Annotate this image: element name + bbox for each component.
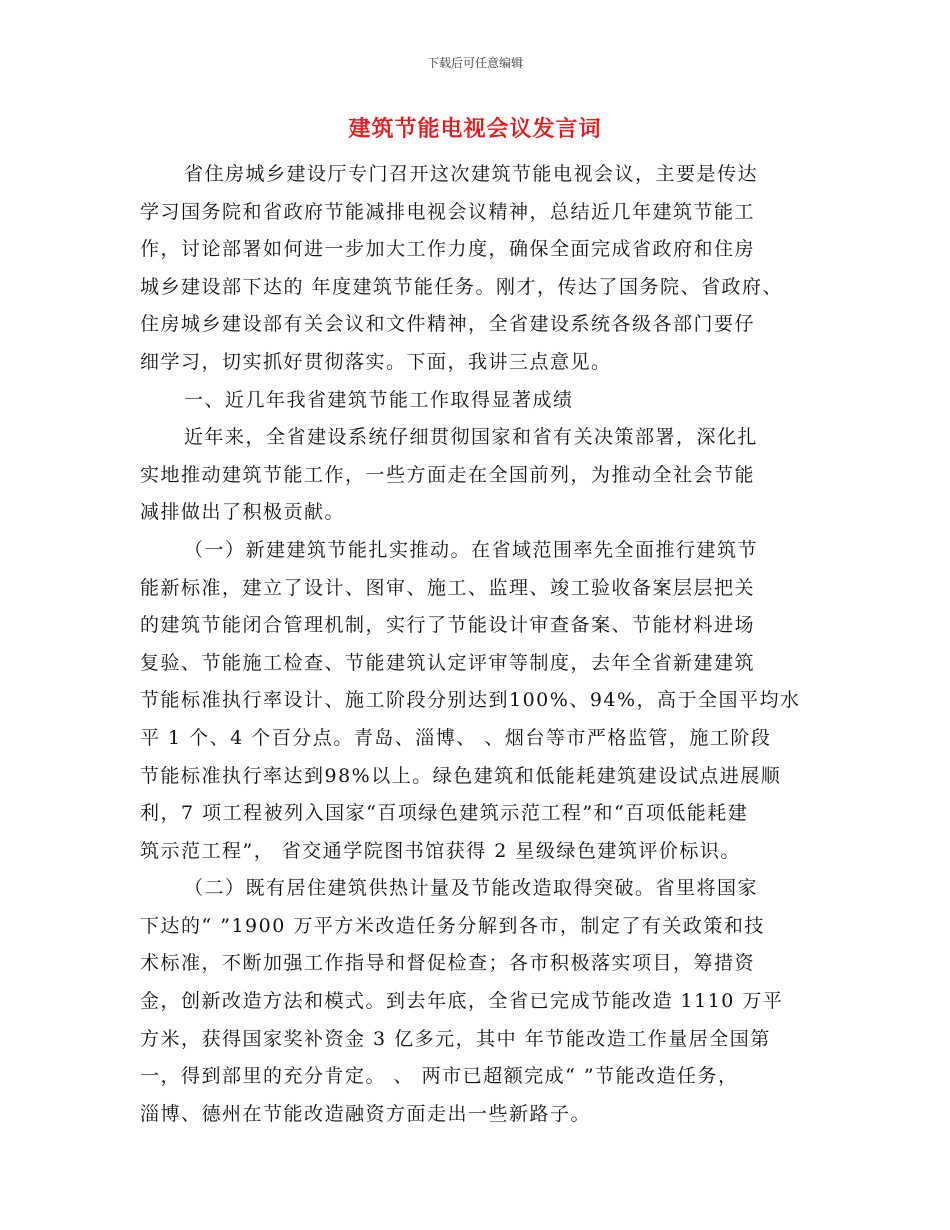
paragraph-line: （二）既有居住建筑供热计量及节能改造取得突破。省里将国家 (184, 877, 759, 900)
paragraph-line: 术标准，不断加强工作指导和督促检查；各市积极落实项目，筹措资 (140, 952, 756, 975)
section-heading: 一、近几年我省建筑节能工作取得显著成绩 (184, 388, 574, 411)
paragraph-line: 筑示范工程”， 省交通学院图书馆获得 2 星级绿色建筑评价标识。 (140, 839, 741, 862)
paragraph-line: 的建筑节能闭合管理机制，实行了节能设计审查备案、节能材料进场 (140, 614, 756, 637)
paragraph-line: 平 1 个、4 个百分点。青岛、淄博、 、烟台等市严格监管，施工阶段 (140, 726, 772, 749)
paragraph-line: 下达的“ ”1900 万平方米改造任务分解到各市，制定了有关政策和技 (140, 914, 765, 937)
document-body (140, 156, 816, 1133)
paragraph-line: 减排做出了积极贡献。 (140, 501, 346, 524)
paragraph-line: 学习国务院和省政府节能减排电视会议精神，总结近几年建筑节能工 (140, 200, 756, 223)
paragraph-line: 作，讨论部署如何进一步加大工作力度，确保全面完成省政府和住房 (140, 238, 756, 261)
paragraph-line: 一，得到部里的充分肯定。 、 两市已超额完成“ ”节能改造任务， (140, 1065, 739, 1088)
document-title: 建筑节能电视会议发言词 (348, 117, 602, 142)
paragraph-line: 金，创新改造方法和模式。到去年底，全省已完成节能改造 1110 万平 (140, 990, 784, 1013)
paragraph-line: 细学习，切实抓好贯彻落实。下面，我讲三点意见。 (140, 350, 612, 373)
paragraph-line: 城乡建设部下达的 年度建筑节能任务。刚才，传达了国务院、省政府、 (140, 275, 784, 298)
paragraph-line: 淄博、德州在节能改造融资方面走出一些新路子。 (140, 1102, 592, 1125)
paragraph-line: 住房城乡建设部有关会议和文件精神，全省建设系统各级各部门要仔 (140, 313, 756, 336)
paragraph-line: 节能标准执行率设计、施工阶段分别达到100%、94%，高于全国平均水 (140, 689, 801, 712)
paragraph-line: 复验、节能施工检查、节能建筑认定评审等制度，去年全省新建建筑 (140, 651, 756, 674)
paragraph-line: 实地推动建筑节能工作，一些方面走在全国前列，为推动全社会节能 (140, 463, 756, 486)
paragraph-line: 省住房城乡建设厅专门召开这次建筑节能电视会议，主要是传达 (184, 163, 759, 185)
paragraph-line: 利，7 项工程被列入国家“百项绿色建筑示范工程”和“百项低能耗建 (140, 802, 749, 825)
header-note: 下载后可任意编辑 (426, 56, 523, 70)
paragraph-line: 方米，获得国家奖补资金 3 亿多元，其中 年节能改造工作量居全国第 (140, 1027, 771, 1050)
paragraph-line: （一）新建建筑节能扎实推动。在省域范围率先全面推行建筑节 (184, 538, 759, 561)
paragraph-line: 能新标准，建立了设计、图审、施工、监理、竣工验收备案层层把关 (140, 576, 756, 599)
paragraph-line: 近年来，全省建设系统仔细贯彻国家和省有关决策部署，深化扎 (184, 426, 759, 449)
paragraph-line: 节能标准执行率达到98%以上。绿色建筑和低能耗建筑建设试点进展顺 (140, 764, 782, 787)
